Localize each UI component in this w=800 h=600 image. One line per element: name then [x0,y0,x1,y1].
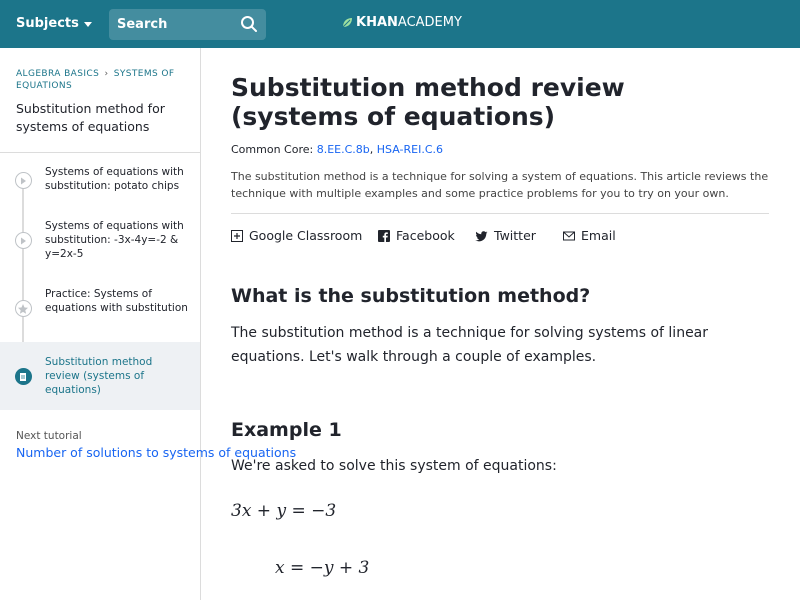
example-heading: Example 1 [231,419,342,441]
logo-khan-text: KHAN [356,15,398,30]
sidebar-item-potato-chips[interactable] [0,155,200,207]
common-core-label: Common Core: [231,143,314,156]
twitter-icon [476,230,488,242]
logo-academy-text: ACADEMY [397,15,462,30]
standard-link-8ee[interactable]: 8.EE.C.8b [316,143,370,156]
section-heading: What is the substitution method? [231,285,591,307]
share-email-button[interactable] [563,228,616,243]
share-label: Email [581,228,616,243]
equation-2: x = −y + 3 [275,558,370,578]
play-icon [15,232,32,249]
share-facebook-button[interactable] [378,228,455,243]
search-box [109,9,266,40]
page-title: Substitution method review (systems of equations) [231,73,625,131]
share-twitter-button[interactable] [476,228,536,243]
breadcrumb [16,68,186,92]
share-google-classroom-button[interactable] [231,228,362,243]
sidebar-item-label: Practice: Systems of equations with substitution [45,288,188,314]
example-paragraph: We're asked to solve this system of equations: [231,458,557,474]
sidebar-item-label: Systems of equations with substitution: -3x-4y=-2 & y=2x-5 [45,220,184,260]
sidebar-item-practice[interactable] [0,276,200,342]
share-label: Twitter [494,228,536,243]
equation-1: 3x + y = −3 [231,501,337,521]
google-classroom-icon [231,230,243,242]
email-icon [563,230,575,242]
breadcrumb-separator-icon: › [104,69,109,79]
search-icon[interactable] [240,15,258,33]
breadcrumb-systems-of-equations[interactable]: SYSTEMS OF EQUATIONS [16,69,175,91]
common-core-standards: Common Core: 8.EE.C.8b, HSA-REI.C.6 [231,143,444,156]
sidebar-item-substitution-review[interactable] [0,342,200,410]
article-intro: The substitution method is a technique for solving a system of equations. This article reviews the technique with multiple examples and some practice problems for you to try on your own. [231,170,769,200]
section-paragraph: The substitution method is a technique for solving systems of linear equations. Let's walk through a couple of examples. [231,325,709,365]
next-tutorial-link[interactable]: Number of solutions to systems of equations [16,445,297,460]
breadcrumb-algebra-basics[interactable]: ALGEBRA BASICS [16,69,100,79]
subjects-menu-button[interactable] [16,16,92,31]
share-label: Facebook [396,228,455,243]
next-tutorial-label: Next tutorial [16,430,82,442]
divider [231,213,769,214]
article-icon [15,368,32,385]
sidebar-divider [0,152,200,153]
khan-academy-logo[interactable] [342,15,462,30]
top-navigation-bar [0,0,800,48]
play-icon [15,172,32,189]
sidebar-item-label: Substitution method review (systems of equations) [45,356,153,396]
search-input[interactable] [109,9,239,40]
sidebar-item-3x-4y[interactable] [0,208,200,274]
chevron-down-icon [84,22,92,27]
facebook-icon [378,230,390,242]
standard-link-hsa-rei[interactable]: HSA-REI.C.6 [376,143,444,156]
subjects-label: Subjects [16,16,79,31]
star-icon [15,300,32,317]
share-label: Google Classroom [249,228,363,243]
sidebar-item-label: Systems of equations with substitution: potato chips [45,166,184,192]
leaf-logo-icon [342,17,353,28]
tutorial-title: Substitution method for systems of equations [16,101,165,134]
